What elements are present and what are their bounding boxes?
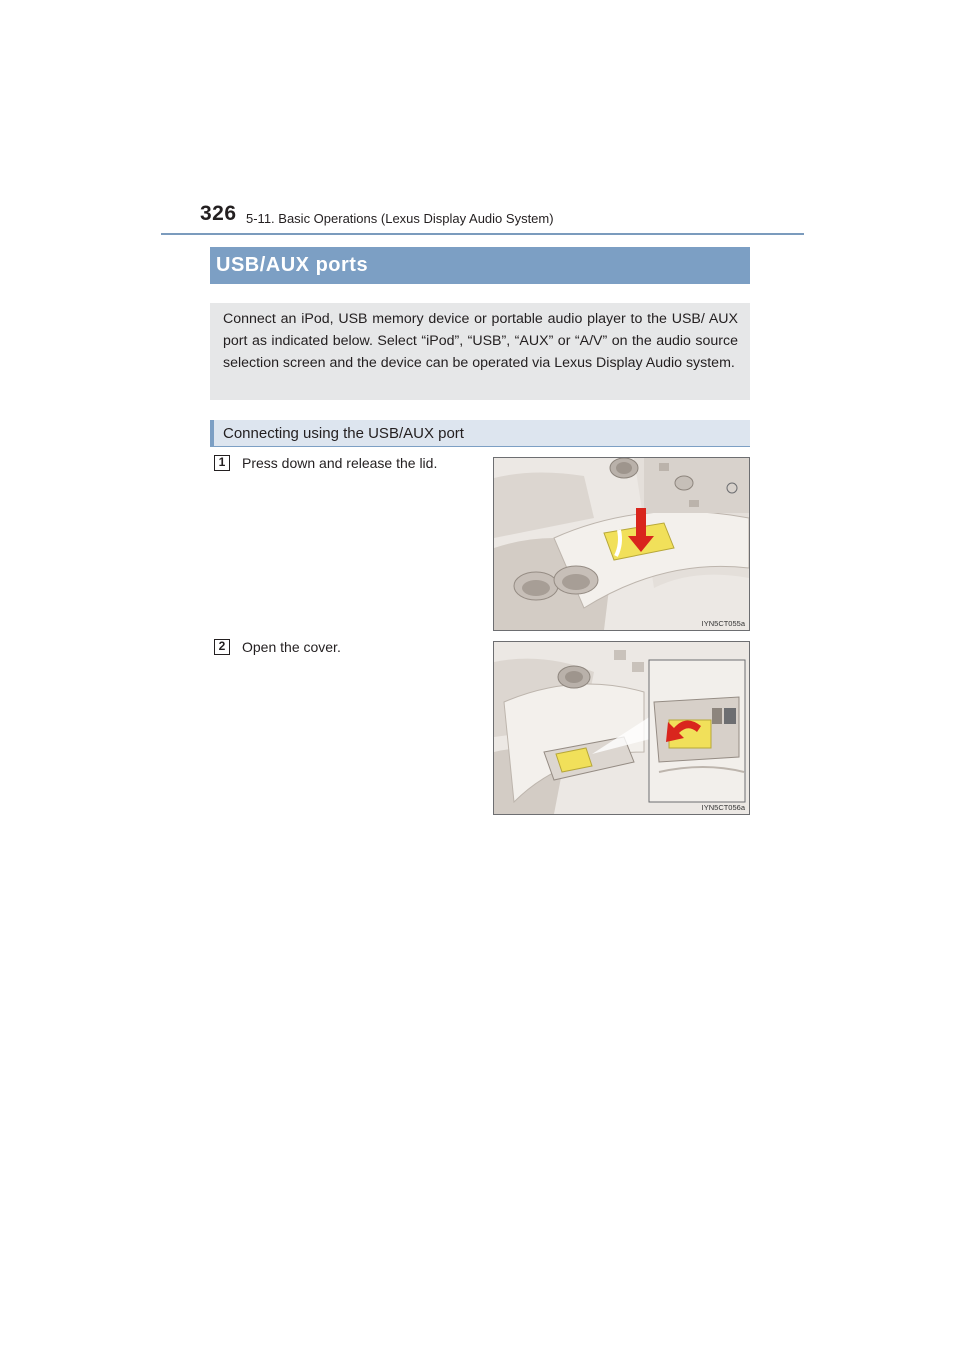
figure-press-lid [493, 457, 750, 631]
step-2-badge: 2 [214, 639, 230, 655]
step-2-text: Open the cover. [242, 639, 341, 655]
figure-2-code: IYN5CT056a [701, 803, 745, 812]
intro-text: Connect an iPod, USB memory device or portable audio player to the USB/ AUX port as indicated below. Select “iPod”, “USB”, “AUX” or “A/V” on the audio source selection screen and the device can be operated via Lexus Display Audio system. [223, 311, 738, 371]
section-title-bar [210, 247, 750, 284]
figure-1-code: IYN5CT055a [701, 619, 745, 628]
section-title: USB/AUX ports [216, 254, 369, 276]
figure-open-cover [493, 641, 750, 815]
console-illustration-2 [494, 642, 749, 814]
page-number: 326 [200, 202, 237, 225]
intro-box [210, 303, 750, 400]
console-illustration-1 [494, 458, 749, 630]
header-rule [161, 233, 804, 235]
section-path: 5-11. Basic Operations (Lexus Display Audio System) [246, 211, 554, 226]
subsection-title-bar [210, 420, 750, 447]
step-1-text: Press down and release the lid. [242, 455, 438, 471]
step-1-badge: 1 [214, 455, 230, 471]
subsection-title: Connecting using the USB/AUX port [223, 425, 464, 442]
